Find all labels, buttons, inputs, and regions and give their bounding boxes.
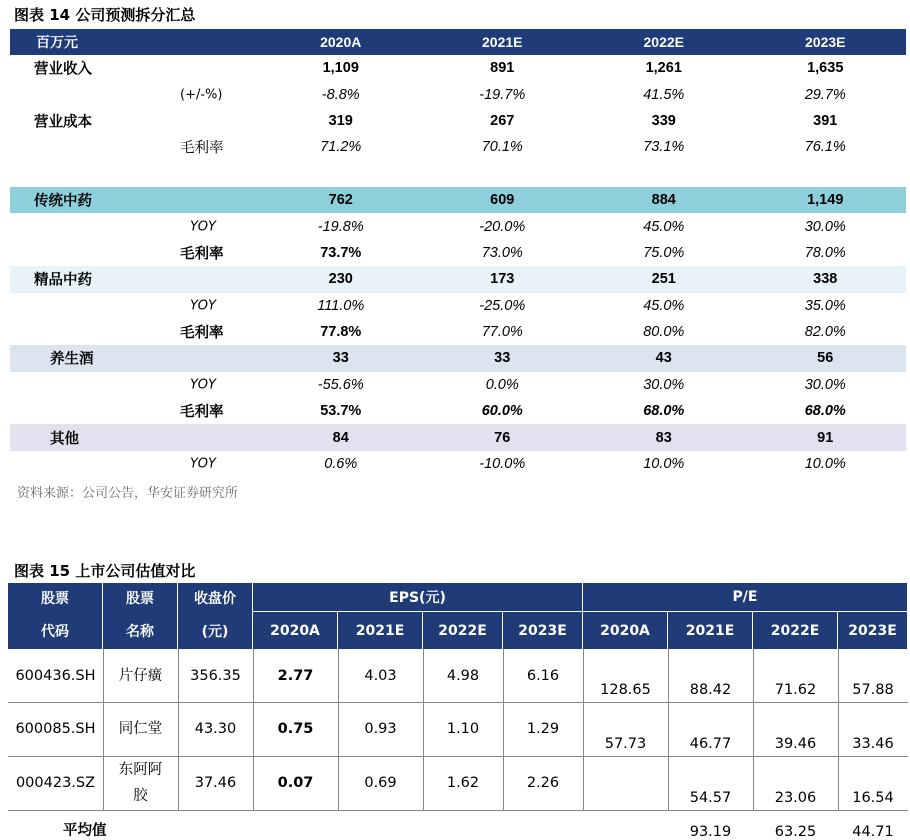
premium-tcm-row: [10, 266, 906, 292]
eps-value: 0.69: [364, 775, 397, 791]
premium-tcm-yoy-row: [10, 293, 906, 319]
eps-value: 0.93: [364, 721, 397, 737]
pe-value: 71.62: [774, 682, 817, 698]
header-2023e: 2023E: [805, 34, 846, 50]
eps-value: 1.29: [526, 721, 560, 737]
value-cell: 33: [494, 350, 511, 367]
value-cell: 68.0%: [643, 403, 685, 420]
other-row: [10, 424, 906, 450]
grid-hline: [8, 810, 908, 811]
row-label: 精品中药: [34, 272, 92, 289]
row-label: (+/-%): [180, 87, 223, 103]
value-cell: 60.0%: [481, 403, 523, 420]
stock-name: 东阿阿胶: [118, 762, 163, 804]
row-label-cell: [10, 293, 260, 319]
grid-vline: [338, 649, 339, 810]
value-cell: 53.7%: [320, 403, 362, 420]
premium-tcm-margin-row: [10, 319, 906, 345]
grid-vline: [668, 649, 669, 810]
stock-name: 片仔癀: [118, 667, 163, 684]
value-cell: 77.8%: [320, 324, 362, 341]
row-label-cell: [10, 240, 260, 266]
value-cell: 73.0%: [481, 244, 523, 261]
eps-value: 0.75: [277, 721, 314, 737]
table-header: [10, 29, 906, 55]
row-label-cell: [10, 266, 260, 292]
header-sub-10: 2023E: [838, 612, 908, 649]
traditional-tcm-yoy-row: [10, 213, 906, 239]
grid-vline: [178, 649, 179, 810]
pe-value: 16.54: [852, 790, 894, 806]
row-label: 营业收入: [34, 61, 92, 78]
grid-vline: [753, 649, 754, 810]
grid-vline: [253, 649, 254, 810]
pe-value: 33.46: [852, 736, 894, 752]
value-cell: 78.0%: [804, 244, 846, 261]
value-cell: -19.7%: [479, 86, 526, 103]
value-cell: 30.0%: [804, 376, 846, 393]
value-cell: 76.1%: [804, 139, 846, 156]
pe-value: 57.88: [852, 682, 894, 698]
row-label: 其他: [50, 431, 79, 448]
header-sub-4: 2021E: [338, 612, 423, 649]
pe-value: 23.06: [774, 790, 817, 806]
row-label-cell: [10, 398, 260, 424]
row-label-cell: [10, 345, 260, 371]
eps-value: 4.98: [446, 667, 480, 684]
value-cell: -20.0%: [479, 218, 526, 235]
eps-value: 0.07: [277, 775, 314, 791]
row-label: 养生酒: [50, 351, 94, 368]
header-stock-2: 股票: [103, 583, 178, 612]
value-cell: 762: [328, 192, 353, 209]
row-label-cell: [10, 451, 260, 477]
header-sub-6: 2023E: [503, 612, 583, 649]
eps-value: 1.10: [446, 721, 480, 737]
row-label-cell: [10, 319, 260, 345]
row-label-cell: [10, 187, 260, 213]
row-label-cell: [10, 55, 260, 81]
value-cell: 35.0%: [804, 297, 846, 314]
header-2021e: 2021E: [482, 34, 523, 50]
value-cell: 83: [655, 429, 672, 446]
row-label-cell: [10, 134, 260, 160]
value-cell: -25.0%: [479, 297, 526, 314]
value-cell: 68.0%: [804, 403, 846, 420]
value-cell: 391: [813, 112, 838, 129]
header-sub-2: (元): [178, 612, 253, 649]
eps-value: 1.62: [446, 775, 480, 791]
cost-row: [10, 108, 906, 134]
value-cell: 0.6%: [324, 456, 358, 473]
average-pe-value: 44.71: [852, 824, 894, 840]
stock-code: 000423.SZ: [15, 775, 96, 791]
row-label: 传统中药: [34, 193, 92, 210]
value-cell: 30.0%: [804, 218, 846, 235]
row-label: YOY: [190, 219, 216, 235]
value-cell: 70.1%: [481, 139, 523, 156]
value-cell: 75.0%: [643, 244, 685, 261]
row-label: 毛利率: [180, 140, 224, 157]
grid-vline: [583, 649, 584, 810]
header-close-price: 收盘价: [178, 583, 253, 612]
row-label: 营业成本: [34, 114, 92, 131]
health-wine-yoy-row: [10, 372, 906, 398]
value-cell: 884: [651, 192, 676, 209]
revenue-row: [10, 55, 906, 81]
spacer: [10, 161, 906, 187]
grid-vline: [423, 649, 424, 810]
value-cell: 0.0%: [485, 376, 519, 393]
value-cell: 82.0%: [804, 324, 846, 341]
value-cell: 891: [490, 60, 515, 77]
value-cell: 77.0%: [481, 324, 523, 341]
value-cell: 43: [655, 350, 672, 367]
grid-vline: [103, 649, 104, 810]
row-label: YOY: [190, 298, 216, 314]
close-price: 356.35: [190, 667, 241, 684]
header-sub-0: 代码: [8, 612, 103, 649]
header-eps-group: EPS(元): [253, 583, 583, 612]
row-label: 毛利率: [180, 246, 224, 263]
grid-vline: [838, 649, 839, 810]
header-2020a: 2020A: [320, 34, 362, 50]
value-cell: 111.0%: [317, 297, 365, 314]
eps-value: 4.03: [364, 667, 397, 684]
value-cell: -55.6%: [317, 376, 364, 393]
value-cell: 319: [328, 112, 353, 129]
health-wine-margin-row: [10, 398, 906, 424]
row-label-cell: [10, 424, 260, 450]
row-label-cell: [10, 81, 260, 107]
valuation-table: [8, 583, 908, 840]
pe-value: [583, 756, 668, 810]
value-cell: 251: [651, 271, 676, 288]
traditional-tcm-margin-row: [10, 240, 906, 266]
value-cell: 338: [813, 271, 838, 288]
value-cell: 45.0%: [643, 297, 685, 314]
value-cell: 1,635: [807, 60, 844, 77]
header-2022e: 2022E: [643, 34, 684, 50]
pe-value: 46.77: [689, 736, 732, 752]
grid-hline: [8, 756, 908, 757]
header-sub-8: 2021E: [668, 612, 753, 649]
header-sub-9: 2022E: [753, 612, 838, 649]
value-cell: 84: [332, 429, 349, 446]
value-cell: 10.0%: [804, 456, 846, 473]
value-cell: -19.8%: [317, 218, 364, 235]
grid-vline: [503, 649, 504, 810]
value-cell: 71.2%: [320, 139, 362, 156]
row-label-cell: [10, 372, 260, 398]
value-cell: 609: [490, 192, 515, 209]
stock-code: 600085.SH: [15, 721, 96, 737]
row-label: 毛利率: [180, 325, 224, 342]
grid-hline: [8, 702, 908, 703]
figure-14-title: 图表 14 公司预测拆分汇总: [14, 6, 196, 24]
value-cell: -10.0%: [479, 456, 526, 473]
eps-value: 2.77: [277, 667, 314, 684]
health-wine-row: [10, 345, 906, 371]
row-label: 毛利率: [180, 404, 224, 421]
value-cell: 73.7%: [320, 244, 362, 261]
header-stock-1: 股票: [8, 583, 103, 612]
value-cell: 91: [817, 429, 834, 446]
pe-value: 54.57: [689, 790, 732, 806]
eps-value: 6.16: [526, 667, 560, 684]
value-cell: 10.0%: [643, 456, 685, 473]
header-sub-1: 名称: [103, 612, 178, 649]
header-sub-5: 2022E: [423, 612, 503, 649]
average-label: 平均值: [63, 823, 107, 839]
close-price: 43.30: [194, 721, 237, 737]
value-cell: 45.0%: [643, 218, 685, 235]
gross-margin-row: [10, 134, 906, 160]
value-cell: -8.8%: [321, 86, 360, 103]
eps-value: 2.26: [526, 775, 560, 791]
header-sub-7: 2020A: [583, 612, 668, 649]
value-cell: 41.5%: [643, 86, 685, 103]
revenue-growth-row: [10, 81, 906, 107]
value-cell: 80.0%: [643, 324, 685, 341]
value-cell: 1,149: [807, 192, 844, 209]
row-label-cell: [10, 213, 260, 239]
value-cell: 230: [328, 271, 353, 288]
traditional-tcm-row: [10, 187, 906, 213]
value-cell: 1,261: [645, 60, 682, 77]
stock-name: 同仁堂: [118, 721, 163, 737]
pe-value: 128.65: [600, 682, 651, 698]
forecast-table: [10, 29, 906, 477]
close-price: 37.46: [194, 775, 237, 791]
value-cell: 33: [332, 350, 349, 367]
stock-code: 600436.SH: [15, 667, 96, 684]
header-unit: 百万元: [36, 34, 78, 50]
row-label: YOY: [190, 377, 216, 393]
pe-value: 88.42: [689, 682, 732, 698]
pe-value: 57.73: [604, 736, 647, 752]
header-pe-group: P/E: [583, 583, 908, 612]
value-cell: 30.0%: [643, 376, 685, 393]
value-cell: 267: [490, 112, 515, 129]
source-note: 资料来源：公司公告，华安证券研究所: [17, 486, 239, 501]
average-pe-value: 63.25: [774, 824, 817, 840]
value-cell: 29.7%: [804, 86, 846, 103]
value-cell: 173: [490, 271, 515, 288]
value-cell: 56: [817, 350, 834, 367]
row-label-cell: [10, 108, 260, 134]
value-cell: 76: [494, 429, 511, 446]
pe-value: 39.46: [774, 736, 817, 752]
header-sub-3: 2020A: [253, 612, 338, 649]
row-label: YOY: [190, 456, 216, 472]
value-cell: 339: [651, 112, 676, 129]
figure-15-title: 图表 15 上市公司估值对比: [14, 562, 196, 580]
value-cell: 1,109: [322, 60, 359, 77]
other-yoy-row: [10, 451, 906, 477]
average-pe-value: 93.19: [689, 824, 732, 840]
value-cell: 73.1%: [643, 139, 685, 156]
